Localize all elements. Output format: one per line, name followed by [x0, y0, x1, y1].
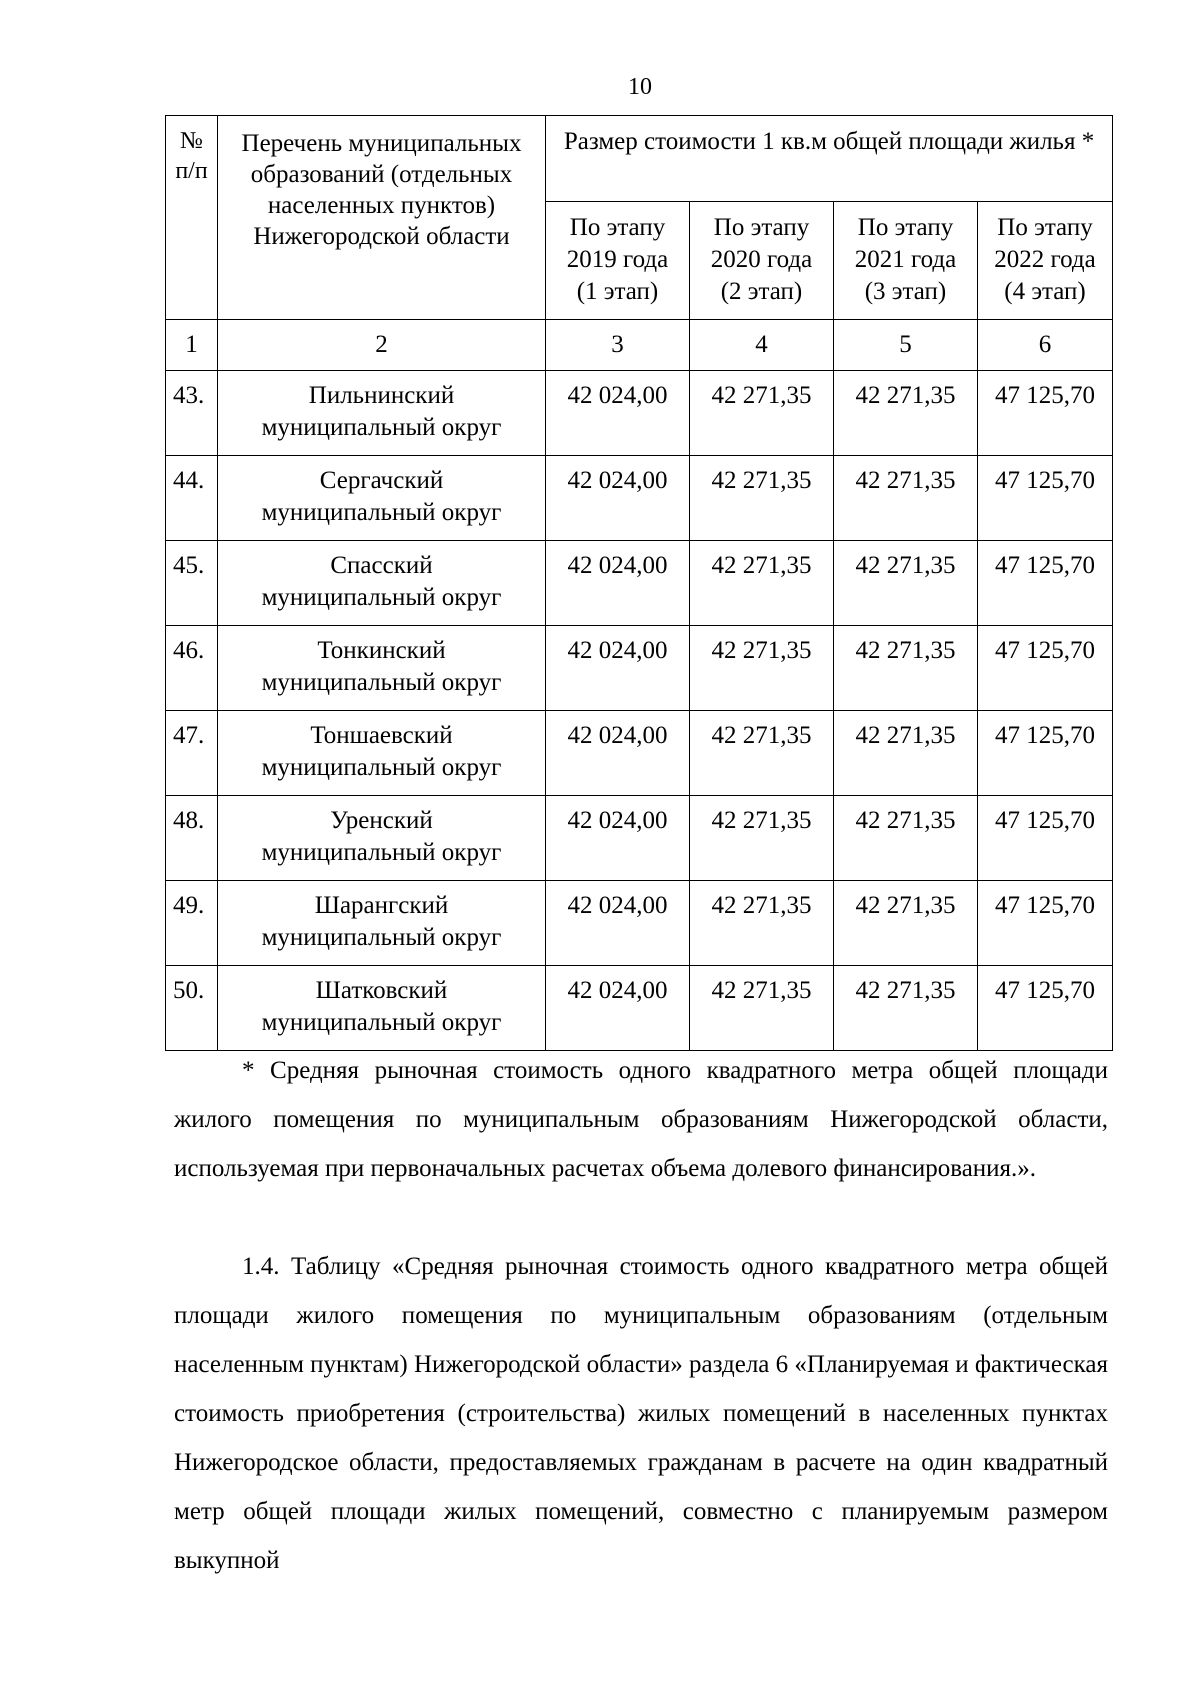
- column-number: 4: [690, 320, 834, 371]
- row-number: 50.: [166, 966, 218, 1051]
- value-2021: 42 271,35: [834, 541, 978, 626]
- value-2019: 42 024,00: [546, 626, 690, 711]
- table-row: [166, 371, 1113, 456]
- row-number: 46.: [166, 626, 218, 711]
- table-row: [166, 541, 1113, 626]
- value-2022: 47 125,70: [978, 711, 1113, 796]
- column-number: 2: [218, 320, 546, 371]
- municipality-name: Тоншаевский муниципальный округ: [218, 711, 546, 796]
- municipality-name: Пильнинский муниципальный округ: [218, 371, 546, 456]
- value-2020: 42 271,35: [690, 626, 834, 711]
- value-2019: 42 024,00: [546, 966, 690, 1051]
- table-row: [166, 456, 1113, 541]
- column-number: 1: [166, 320, 218, 371]
- value-2020: 42 271,35: [690, 371, 834, 456]
- row-number: 48.: [166, 796, 218, 881]
- column-number: 3: [546, 320, 690, 371]
- value-2022: 47 125,70: [978, 626, 1113, 711]
- value-2019: 42 024,00: [546, 796, 690, 881]
- cost-table: [165, 115, 1113, 1051]
- row-number: 43.: [166, 371, 218, 456]
- value-2019: 42 024,00: [546, 456, 690, 541]
- value-2022: 47 125,70: [978, 541, 1113, 626]
- value-2019: 42 024,00: [546, 371, 690, 456]
- municipality-name: Шарангский муниципальный округ: [218, 881, 546, 966]
- column-number: 6: [978, 320, 1113, 371]
- value-2021: 42 271,35: [834, 881, 978, 966]
- row-number: 49.: [166, 881, 218, 966]
- header-stage-2020: По этапу 2020 года (2 этап): [690, 202, 834, 320]
- value-2019: 42 024,00: [546, 711, 690, 796]
- table-footnote: * Средняя рыночная стоимость одного квадратного метра общей площади жилого помещения по муниципальным образованиям Нижегородской области, используемая при первоначальных расчетах объема долевого финансирования.».: [174, 1057, 1108, 1182]
- value-2020: 42 271,35: [690, 711, 834, 796]
- header-stage-2021: По этапу 2021 года (3 этап): [834, 202, 978, 320]
- municipality-name: Сергачский муниципальный округ: [218, 456, 546, 541]
- value-2020: 42 271,35: [690, 881, 834, 966]
- value-2022: 47 125,70: [978, 456, 1113, 541]
- value-2021: 42 271,35: [834, 966, 978, 1051]
- body-paragraph: 1.4. Таблицу «Средняя рыночная стоимость одного квадратного метра общей площади жилого помещения по муниципальным образованиям (отдельным населенным пунктам) Нижегородской области» раздела 6 «Планируемая и фактическая стоимость приобретения (строительства) жилых помещений в населенных пунктах Нижегородское области, предоставляемых гражданам в расчете на один квадратный метр общей площади жилых помещений, совместно с планируемым размером выкупной: [174, 1253, 1109, 1574]
- column-number: 5: [834, 320, 978, 371]
- value-2022: 47 125,70: [978, 371, 1113, 456]
- row-number: 45.: [166, 541, 218, 626]
- value-2020: 42 271,35: [690, 541, 834, 626]
- header-number: № п/п: [166, 116, 218, 320]
- value-2021: 42 271,35: [834, 456, 978, 541]
- row-number: 47.: [166, 711, 218, 796]
- value-2020: 42 271,35: [690, 796, 834, 881]
- header-stage-2019: По этапу 2019 года (1 этап): [546, 202, 690, 320]
- header-municipality-list: Перечень муниципальных образований (отдельных населенных пунктов) Нижегородской области: [218, 116, 546, 320]
- page-number: 10: [628, 74, 652, 100]
- table-row: [166, 966, 1113, 1051]
- value-2021: 42 271,35: [834, 371, 978, 456]
- header-stage-2022: По этапу 2022 года (4 этап): [978, 202, 1113, 320]
- value-2022: 47 125,70: [978, 966, 1113, 1051]
- value-2020: 42 271,35: [690, 966, 834, 1051]
- value-2019: 42 024,00: [546, 541, 690, 626]
- value-2021: 42 271,35: [834, 796, 978, 881]
- table-row: [166, 711, 1113, 796]
- table-body: [166, 320, 1113, 1051]
- table-row: [166, 796, 1113, 881]
- municipality-name: Шатковский муниципальный округ: [218, 966, 546, 1051]
- municipality-name: Спасский муниципальный округ: [218, 541, 546, 626]
- value-2020: 42 271,35: [690, 456, 834, 541]
- value-2022: 47 125,70: [978, 881, 1113, 966]
- header-cost-per-sqm: Размер стоимости 1 кв.м общей площади жилья *: [546, 116, 1113, 202]
- municipality-name: Тонкинский муниципальный округ: [218, 626, 546, 711]
- column-numbers-row: [166, 320, 1113, 371]
- value-2021: 42 271,35: [834, 626, 978, 711]
- value-2021: 42 271,35: [834, 711, 978, 796]
- municipality-name: Уренский муниципальный округ: [218, 796, 546, 881]
- value-2019: 42 024,00: [546, 881, 690, 966]
- value-2022: 47 125,70: [978, 796, 1113, 881]
- table-row: [166, 881, 1113, 966]
- row-number: 44.: [166, 456, 218, 541]
- table-row: [166, 626, 1113, 711]
